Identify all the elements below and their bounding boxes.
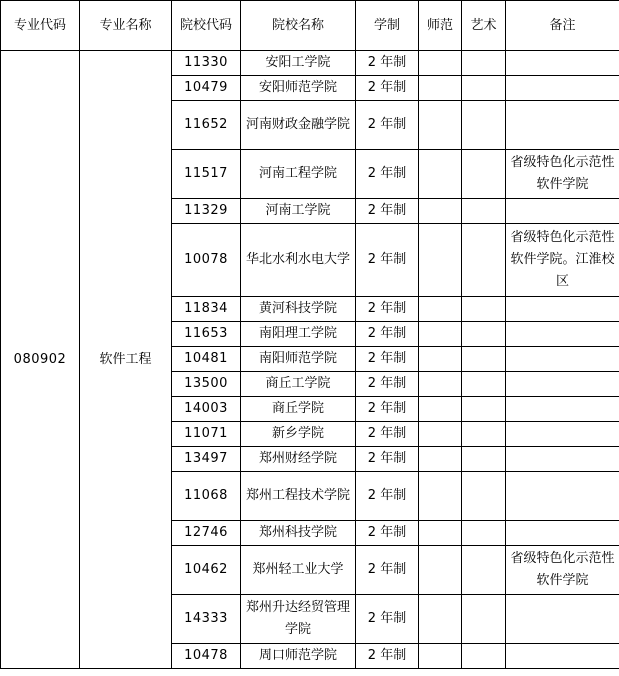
art-cell — [462, 76, 506, 101]
school-name-cell: 河南工程学院 — [241, 150, 356, 199]
remark-cell: 省级特色化示范性软件学院 — [506, 150, 619, 199]
school-name-cell: 新乡学院 — [241, 422, 356, 447]
major-name-cell: 软件工程 — [80, 51, 172, 669]
duration-cell: 2 年制 — [356, 347, 419, 372]
remark-cell — [506, 297, 619, 322]
normal-cell — [419, 521, 462, 546]
remark-cell — [506, 422, 619, 447]
art-cell — [462, 150, 506, 199]
remark-cell — [506, 76, 619, 101]
school-code-cell: 10478 — [172, 644, 241, 669]
school-code-cell: 11329 — [172, 199, 241, 224]
remark-cell — [506, 397, 619, 422]
art-cell — [462, 101, 506, 150]
normal-cell — [419, 422, 462, 447]
art-cell — [462, 347, 506, 372]
duration-cell: 2 年制 — [356, 422, 419, 447]
normal-cell — [419, 76, 462, 101]
school-name-cell: 郑州升达经贸管理学院 — [241, 595, 356, 644]
header-major-name: 专业名称 — [80, 1, 172, 51]
school-code-cell: 11071 — [172, 422, 241, 447]
duration-cell: 2 年制 — [356, 297, 419, 322]
duration-cell: 2 年制 — [356, 644, 419, 669]
header-remark: 备注 — [506, 1, 619, 51]
major-code-cell: 080902 — [1, 51, 80, 669]
art-cell — [462, 644, 506, 669]
normal-cell — [419, 224, 462, 297]
normal-cell — [419, 101, 462, 150]
remark-cell — [506, 51, 619, 76]
normal-cell — [419, 322, 462, 347]
school-code-cell: 13497 — [172, 447, 241, 472]
duration-cell: 2 年制 — [356, 150, 419, 199]
school-code-cell: 13500 — [172, 372, 241, 397]
school-code-cell: 11330 — [172, 51, 241, 76]
school-name-cell: 郑州工程技术学院 — [241, 472, 356, 521]
header-school-code: 院校代码 — [172, 1, 241, 51]
art-cell — [462, 372, 506, 397]
art-cell — [462, 297, 506, 322]
normal-cell — [419, 472, 462, 521]
school-code-cell: 11652 — [172, 101, 241, 150]
school-name-cell: 周口师范学院 — [241, 644, 356, 669]
school-code-cell: 10078 — [172, 224, 241, 297]
school-code-cell: 10479 — [172, 76, 241, 101]
school-name-cell: 南阳师范学院 — [241, 347, 356, 372]
remark-cell: 省级特色化示范性软件学院 — [506, 546, 619, 595]
art-cell — [462, 224, 506, 297]
duration-cell: 2 年制 — [356, 372, 419, 397]
school-name-cell: 黄河科技学院 — [241, 297, 356, 322]
remark-cell — [506, 595, 619, 644]
duration-cell: 2 年制 — [356, 101, 419, 150]
art-cell — [462, 397, 506, 422]
normal-cell — [419, 372, 462, 397]
duration-cell: 2 年制 — [356, 322, 419, 347]
art-cell — [462, 447, 506, 472]
header-duration: 学制 — [356, 1, 419, 51]
table-row — [1, 51, 619, 76]
school-code-cell: 11068 — [172, 472, 241, 521]
school-code-cell: 10462 — [172, 546, 241, 595]
duration-cell: 2 年制 — [356, 51, 419, 76]
art-cell — [462, 546, 506, 595]
header-major-code: 专业代码 — [1, 1, 80, 51]
school-code-cell: 14003 — [172, 397, 241, 422]
remark-cell — [506, 447, 619, 472]
remark-cell — [506, 644, 619, 669]
remark-cell — [506, 372, 619, 397]
art-cell — [462, 322, 506, 347]
school-name-cell: 商丘工学院 — [241, 372, 356, 397]
duration-cell: 2 年制 — [356, 199, 419, 224]
normal-cell — [419, 51, 462, 76]
school-name-cell: 安阳师范学院 — [241, 76, 356, 101]
school-name-cell: 华北水利水电大学 — [241, 224, 356, 297]
school-name-cell: 郑州财经学院 — [241, 447, 356, 472]
art-cell — [462, 521, 506, 546]
remark-cell — [506, 347, 619, 372]
art-cell — [462, 595, 506, 644]
normal-cell — [419, 150, 462, 199]
normal-cell — [419, 595, 462, 644]
school-code-cell: 10481 — [172, 347, 241, 372]
normal-cell — [419, 347, 462, 372]
school-name-cell: 商丘学院 — [241, 397, 356, 422]
school-code-cell: 11517 — [172, 150, 241, 199]
remark-cell — [506, 521, 619, 546]
remark-cell: 省级特色化示范性软件学院。江淮校区 — [506, 224, 619, 297]
art-cell — [462, 199, 506, 224]
duration-cell: 2 年制 — [356, 521, 419, 546]
duration-cell: 2 年制 — [356, 76, 419, 101]
header-art: 艺术 — [462, 1, 506, 51]
duration-cell: 2 年制 — [356, 595, 419, 644]
school-name-cell: 河南工学院 — [241, 199, 356, 224]
school-code-cell: 12746 — [172, 521, 241, 546]
school-code-cell: 11653 — [172, 322, 241, 347]
normal-cell — [419, 199, 462, 224]
header-school-name: 院校名称 — [241, 1, 356, 51]
normal-cell — [419, 447, 462, 472]
duration-cell: 2 年制 — [356, 224, 419, 297]
school-name-cell: 郑州科技学院 — [241, 521, 356, 546]
school-name-cell: 河南财政金融学院 — [241, 101, 356, 150]
remark-cell — [506, 101, 619, 150]
art-cell — [462, 472, 506, 521]
duration-cell: 2 年制 — [356, 397, 419, 422]
normal-cell — [419, 546, 462, 595]
school-code-cell: 14333 — [172, 595, 241, 644]
school-name-cell: 南阳理工学院 — [241, 322, 356, 347]
normal-cell — [419, 644, 462, 669]
duration-cell: 2 年制 — [356, 447, 419, 472]
duration-cell: 2 年制 — [356, 546, 419, 595]
duration-cell: 2 年制 — [356, 472, 419, 521]
remark-cell — [506, 322, 619, 347]
school-name-cell: 安阳工学院 — [241, 51, 356, 76]
art-cell — [462, 51, 506, 76]
remark-cell — [506, 472, 619, 521]
remark-cell — [506, 199, 619, 224]
header-normal: 师范 — [419, 1, 462, 51]
normal-cell — [419, 397, 462, 422]
school-name-cell: 郑州轻工业大学 — [241, 546, 356, 595]
header-row — [1, 1, 619, 51]
school-code-cell: 11834 — [172, 297, 241, 322]
normal-cell — [419, 297, 462, 322]
art-cell — [462, 422, 506, 447]
